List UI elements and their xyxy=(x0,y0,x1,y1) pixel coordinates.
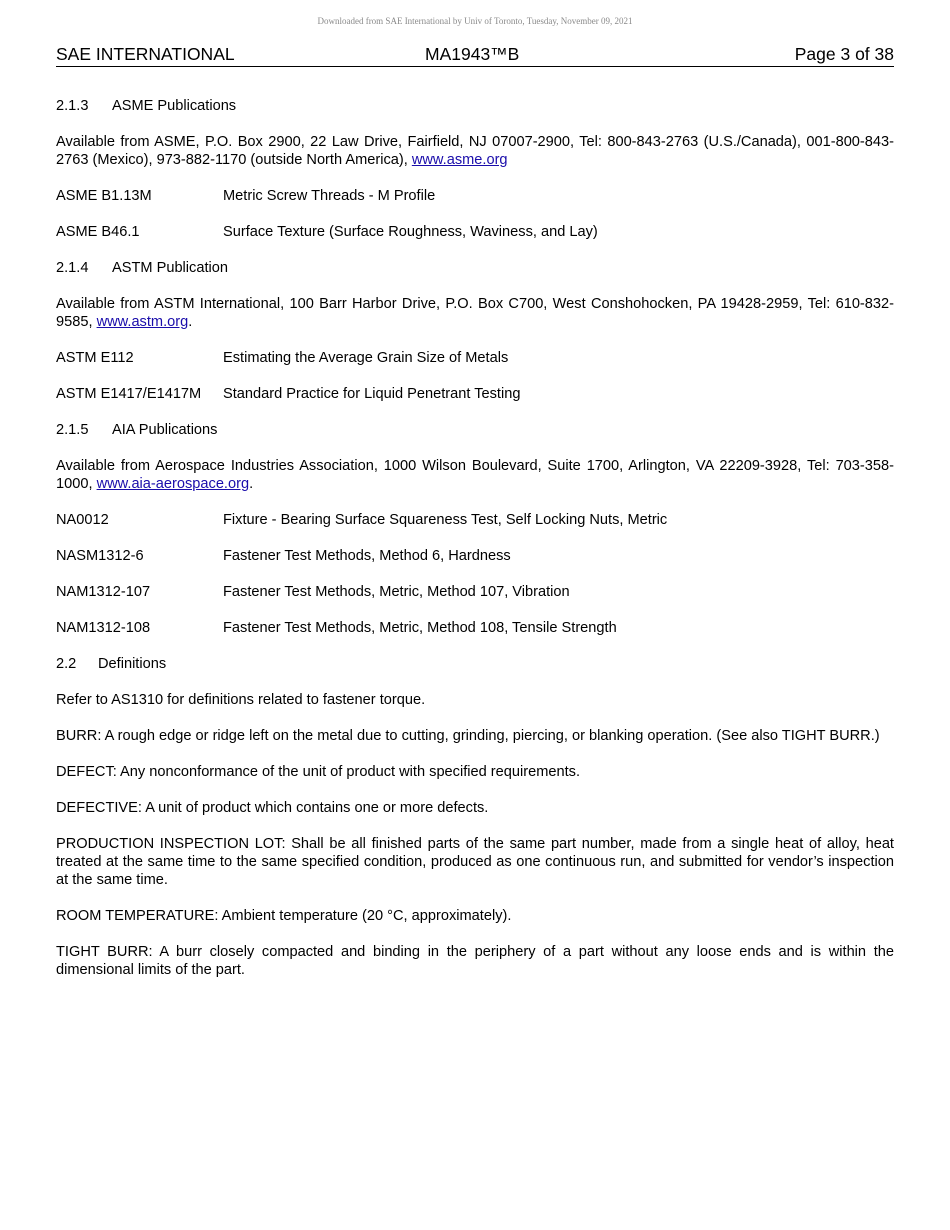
aia-link[interactable]: www.aia-aerospace.org xyxy=(96,476,250,492)
definition-paragraph: Refer to AS1310 for definitions related to fastener torque. xyxy=(56,692,426,708)
section-title: Definitions xyxy=(98,656,167,672)
astm-availability-text: Available from ASTM International, 100 Barr Harbor Drive, P.O. Box C700, West Conshohocken, PA 19428-2959, Tel: 610-832-9585, xyxy=(56,296,894,330)
section-heading-definitions xyxy=(56,655,894,673)
section-title: ASME Publications xyxy=(112,98,237,114)
asme-availability xyxy=(56,133,894,169)
reference-title: Surface Texture (Surface Roughness, Waviness, and Lay) xyxy=(223,224,598,240)
page-header xyxy=(56,44,894,67)
download-watermark: Downloaded from SAE International by Univ of Toronto, Tuesday, November 09, 2021 xyxy=(317,16,633,26)
reference-code: NA0012 xyxy=(56,512,109,528)
astm-availability-tail: . xyxy=(188,314,193,330)
astm-link[interactable]: www.astm.org xyxy=(96,314,189,330)
section-heading-astm xyxy=(56,259,894,277)
section-title: AIA Publications xyxy=(112,422,218,438)
section-number: 2.1.5 xyxy=(56,422,89,438)
reference-item xyxy=(56,583,894,601)
reference-item xyxy=(56,187,894,205)
reference-title: Fastener Test Methods, Metric, Method 108, Tensile Strength xyxy=(223,620,617,636)
document-body xyxy=(56,97,894,997)
reference-title: Fastener Test Methods, Metric, Method 107, Vibration xyxy=(223,584,570,600)
definition-paragraph: DEFECT: Any nonconformance of the unit of product with specified requirements. xyxy=(56,764,581,780)
header-org: SAE INTERNATIONAL xyxy=(56,44,235,64)
section-number: 2.2 xyxy=(56,656,77,672)
astm-availability xyxy=(56,295,894,331)
reference-item xyxy=(56,349,894,367)
reference-title: Fastener Test Methods, Method 6, Hardness xyxy=(223,548,511,564)
definition-paragraph: BURR: A rough edge or ridge left on the metal due to cutting, grinding, piercing, or blanking operation. (See also TIGHT BURR.) xyxy=(56,728,880,744)
reference-code: NAM1312-107 xyxy=(56,584,151,600)
reference-title: Fixture - Bearing Surface Squareness Test, Self Locking Nuts, Metric xyxy=(223,512,668,528)
reference-item xyxy=(56,547,894,565)
aia-availability-tail: . xyxy=(249,476,254,492)
asme-link[interactable]: www.asme.org xyxy=(411,152,508,168)
reference-item xyxy=(56,619,894,637)
reference-title: Standard Practice for Liquid Penetrant Testing xyxy=(223,386,521,402)
reference-code: ASTM E112 xyxy=(56,350,134,366)
definition-paragraph: PRODUCTION INSPECTION LOT: Shall be all finished parts of the same part number, made from a single heat of alloy, heat treated at the same time to the same specified condition, produced as one continuous run, and submitted for vendor’s inspection at the same time. xyxy=(56,836,894,888)
header-page-number: Page 3 of 38 xyxy=(794,44,894,64)
reference-item xyxy=(56,223,894,241)
asme-availability-text: Available from ASME, P.O. Box 2900, 22 Law Drive, Fairfield, NJ 07007-2900, Tel: 800-843-2763 (U.S./Canada), 001-800-843-2763 (Mexico), 973-882-1170 (outside North America), xyxy=(56,134,894,168)
reference-item xyxy=(56,511,894,529)
aia-availability-text: Available from Aerospace Industries Association, 1000 Wilson Boulevard, Suite 1700, Arlington, VA 22209-3928, Tel: 703-358-1000, xyxy=(56,458,894,492)
section-number: 2.1.4 xyxy=(56,260,89,276)
reference-code: NASM1312-6 xyxy=(56,548,144,564)
definition-paragraph: DEFECTIVE: A unit of product which contains one or more defects. xyxy=(56,800,489,816)
section-number: 2.1.3 xyxy=(56,98,89,114)
header-doc-number: MA1943™B xyxy=(425,44,520,64)
reference-code: NAM1312-108 xyxy=(56,620,151,636)
section-title: ASTM Publication xyxy=(112,260,228,276)
section-heading-aia xyxy=(56,421,894,439)
definition-paragraph: ROOM TEMPERATURE: Ambient temperature (20 °C, approximately). xyxy=(56,908,512,924)
reference-code: ASME B46.1 xyxy=(56,224,140,240)
reference-title: Metric Screw Threads - M Profile xyxy=(223,188,436,204)
aia-availability xyxy=(56,457,894,493)
reference-code: ASTM E1417/E1417M xyxy=(56,386,202,402)
reference-code: ASME B1.13M xyxy=(56,188,152,204)
section-heading-asme xyxy=(56,97,894,115)
reference-title: Estimating the Average Grain Size of Metals xyxy=(223,350,509,366)
reference-item xyxy=(56,385,894,403)
definition-paragraph: TIGHT BURR: A burr closely compacted and binding in the periphery of a part without any loose ends and is within the dimensional limits of the part. xyxy=(56,944,894,978)
